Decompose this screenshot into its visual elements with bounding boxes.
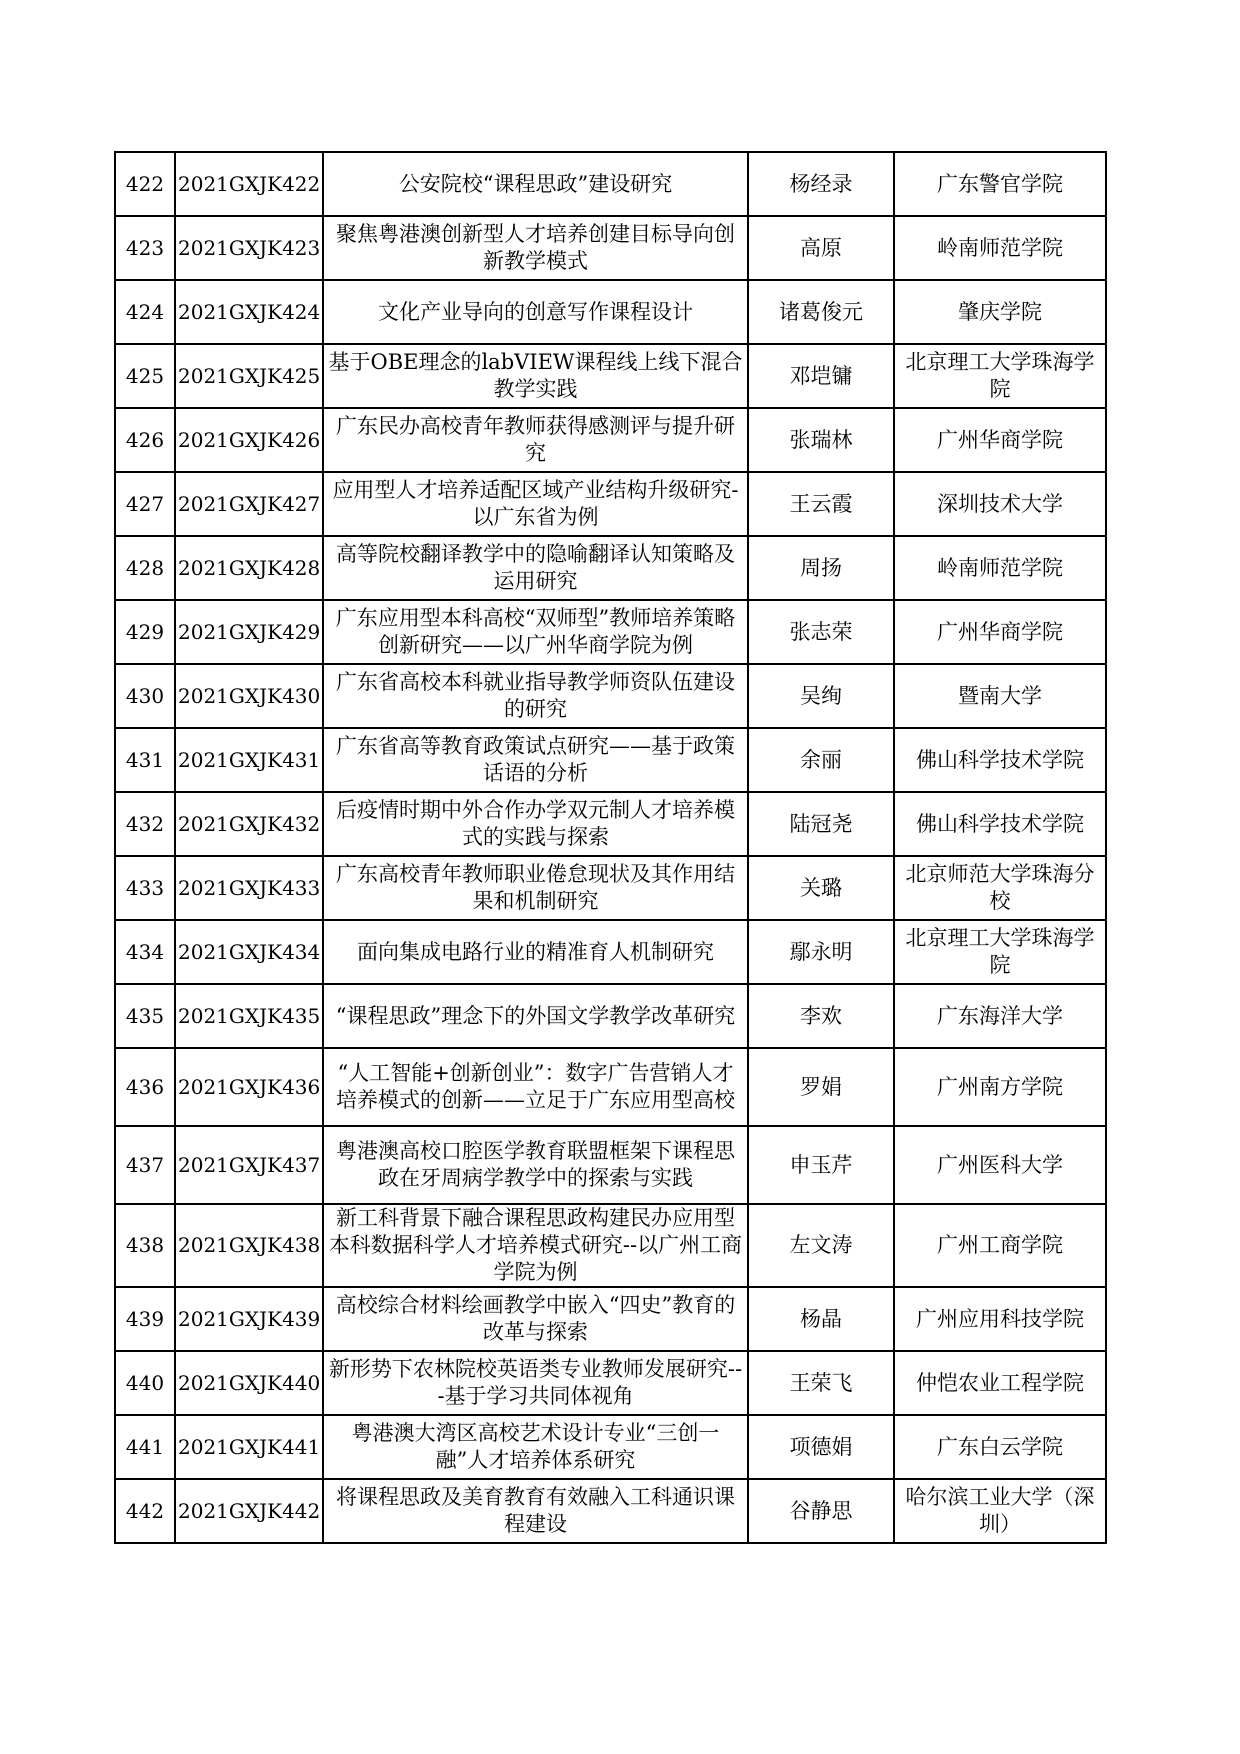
cell-leader-name: 张志荣 — [748, 600, 894, 664]
cell-project-title: 粤港澳高校口腔医学教育联盟框架下课程思政在牙周病学教学中的探索与实践 — [323, 1126, 748, 1204]
cell-project-title: 公安院校“课程思政”建设研究 — [323, 152, 748, 216]
cell-leader-name: 申玉芹 — [748, 1126, 894, 1204]
cell-project-id: 2021GXJK430 — [175, 664, 323, 728]
table-row — [115, 856, 1106, 920]
cell-project-title: 广东省高等教育政策试点研究——基于政策话语的分析 — [323, 728, 748, 792]
table-row — [115, 1204, 1106, 1287]
table-row — [115, 408, 1106, 472]
cell-leader-name: 吴绚 — [748, 664, 894, 728]
table-row — [115, 216, 1106, 280]
table-row — [115, 984, 1106, 1048]
cell-project-title: 将课程思政及美育教育有效融入工科通识课程建设 — [323, 1479, 748, 1543]
cell-project-id: 2021GXJK431 — [175, 728, 323, 792]
cell-serial-number: 429 — [115, 600, 175, 664]
cell-leader-name: 谷静思 — [748, 1479, 894, 1543]
cell-serial-number: 422 — [115, 152, 175, 216]
cell-serial-number: 437 — [115, 1126, 175, 1204]
cell-leader-name: 杨晶 — [748, 1287, 894, 1351]
table-body — [115, 152, 1106, 1543]
table-row — [115, 792, 1106, 856]
cell-project-title: 广东应用型本科高校“双师型”教师培养策略创新研究——以广州华商学院为例 — [323, 600, 748, 664]
cell-project-title: 广东高校青年教师职业倦怠现状及其作用结果和机制研究 — [323, 856, 748, 920]
cell-project-id: 2021GXJK424 — [175, 280, 323, 344]
cell-institution: 广州华商学院 — [894, 600, 1106, 664]
cell-project-title: 粤港澳大湾区高校艺术设计专业“三创一融”人才培养体系研究 — [323, 1415, 748, 1479]
cell-institution: 深圳技术大学 — [894, 472, 1106, 536]
table-row — [115, 472, 1106, 536]
table-row — [115, 1479, 1106, 1543]
cell-serial-number: 432 — [115, 792, 175, 856]
table-row — [115, 920, 1106, 984]
cell-serial-number: 428 — [115, 536, 175, 600]
cell-project-id: 2021GXJK422 — [175, 152, 323, 216]
cell-project-title: 高校综合材料绘画教学中嵌入“四史”教育的改革与探索 — [323, 1287, 748, 1351]
table-row — [115, 1415, 1106, 1479]
cell-leader-name: 杨经录 — [748, 152, 894, 216]
cell-leader-name: 周扬 — [748, 536, 894, 600]
project-list-table — [114, 151, 1107, 1544]
cell-serial-number: 425 — [115, 344, 175, 408]
cell-project-title: 高等院校翻译教学中的隐喻翻译认知策略及运用研究 — [323, 536, 748, 600]
cell-project-id: 2021GXJK429 — [175, 600, 323, 664]
cell-institution: 岭南师范学院 — [894, 536, 1106, 600]
cell-project-title: 新工科背景下融合课程思政构建民办应用型本科数据科学人才培养模式研究--以广州工商学院为例 — [323, 1204, 748, 1287]
cell-leader-name: 项德娟 — [748, 1415, 894, 1479]
cell-serial-number: 424 — [115, 280, 175, 344]
cell-project-id: 2021GXJK437 — [175, 1126, 323, 1204]
cell-serial-number: 423 — [115, 216, 175, 280]
cell-leader-name: 李欢 — [748, 984, 894, 1048]
cell-project-title: 广东民办高校青年教师获得感测评与提升研究 — [323, 408, 748, 472]
cell-project-id: 2021GXJK438 — [175, 1204, 323, 1287]
cell-project-id: 2021GXJK442 — [175, 1479, 323, 1543]
cell-institution: 广州华商学院 — [894, 408, 1106, 472]
cell-serial-number: 434 — [115, 920, 175, 984]
table-row — [115, 600, 1106, 664]
cell-leader-name: 高原 — [748, 216, 894, 280]
cell-institution: 广州工商学院 — [894, 1204, 1106, 1287]
cell-leader-name: 左文涛 — [748, 1204, 894, 1287]
cell-leader-name: 余丽 — [748, 728, 894, 792]
cell-leader-name: 罗娟 — [748, 1048, 894, 1126]
cell-project-title: 新形势下农林院校英语类专业教师发展研究---基于学习共同体视角 — [323, 1351, 748, 1415]
cell-serial-number: 430 — [115, 664, 175, 728]
cell-project-id: 2021GXJK433 — [175, 856, 323, 920]
cell-institution: 广东海洋大学 — [894, 984, 1106, 1048]
cell-project-title: 应用型人才培养适配区域产业结构升级研究-以广东省为例 — [323, 472, 748, 536]
cell-institution: 广州应用科技学院 — [894, 1287, 1106, 1351]
cell-serial-number: 438 — [115, 1204, 175, 1287]
cell-project-id: 2021GXJK440 — [175, 1351, 323, 1415]
table-row — [115, 1287, 1106, 1351]
cell-institution: 佛山科学技术学院 — [894, 792, 1106, 856]
cell-institution: 广东白云学院 — [894, 1415, 1106, 1479]
cell-serial-number: 431 — [115, 728, 175, 792]
cell-project-title: “课程思政”理念下的外国文学教学改革研究 — [323, 984, 748, 1048]
cell-institution: 岭南师范学院 — [894, 216, 1106, 280]
cell-serial-number: 426 — [115, 408, 175, 472]
cell-project-title: 广东省高校本科就业指导教学师资队伍建设的研究 — [323, 664, 748, 728]
cell-project-title: “人工智能+创新创业”：数字广告营销人才培养模式的创新——立足于广东应用型高校 — [323, 1048, 748, 1126]
cell-project-id: 2021GXJK435 — [175, 984, 323, 1048]
cell-institution: 仲恺农业工程学院 — [894, 1351, 1106, 1415]
cell-project-id: 2021GXJK436 — [175, 1048, 323, 1126]
cell-serial-number: 442 — [115, 1479, 175, 1543]
cell-serial-number: 439 — [115, 1287, 175, 1351]
table-row — [115, 1048, 1106, 1126]
cell-leader-name: 王云霞 — [748, 472, 894, 536]
cell-project-id: 2021GXJK423 — [175, 216, 323, 280]
cell-institution: 广州南方学院 — [894, 1048, 1106, 1126]
cell-project-id: 2021GXJK428 — [175, 536, 323, 600]
cell-serial-number: 435 — [115, 984, 175, 1048]
table-row — [115, 280, 1106, 344]
table-row — [115, 1351, 1106, 1415]
cell-project-id: 2021GXJK426 — [175, 408, 323, 472]
cell-institution: 北京理工大学珠海学院 — [894, 920, 1106, 984]
cell-serial-number: 436 — [115, 1048, 175, 1126]
cell-project-title: 基于OBE理念的labVIEW课程线上线下混合教学实践 — [323, 344, 748, 408]
table-row — [115, 728, 1106, 792]
table-row — [115, 536, 1106, 600]
cell-project-id: 2021GXJK439 — [175, 1287, 323, 1351]
cell-leader-name: 陆冠尧 — [748, 792, 894, 856]
table-row — [115, 1126, 1106, 1204]
cell-leader-name: 诸葛俊元 — [748, 280, 894, 344]
cell-institution: 暨南大学 — [894, 664, 1106, 728]
cell-project-id: 2021GXJK425 — [175, 344, 323, 408]
cell-leader-name: 张瑞林 — [748, 408, 894, 472]
cell-project-id: 2021GXJK427 — [175, 472, 323, 536]
cell-institution: 肇庆学院 — [894, 280, 1106, 344]
cell-project-id: 2021GXJK434 — [175, 920, 323, 984]
cell-project-title: 面向集成电路行业的精准育人机制研究 — [323, 920, 748, 984]
cell-project-title: 后疫情时期中外合作办学双元制人才培养模式的实践与探索 — [323, 792, 748, 856]
cell-institution: 北京理工大学珠海学院 — [894, 344, 1106, 408]
cell-serial-number: 427 — [115, 472, 175, 536]
cell-leader-name: 鄢永明 — [748, 920, 894, 984]
cell-institution: 佛山科学技术学院 — [894, 728, 1106, 792]
cell-project-title: 聚焦粤港澳创新型人才培养创建目标导向创新教学模式 — [323, 216, 748, 280]
cell-leader-name: 邓垲镛 — [748, 344, 894, 408]
cell-project-id: 2021GXJK441 — [175, 1415, 323, 1479]
cell-institution: 广东警官学院 — [894, 152, 1106, 216]
cell-leader-name: 关璐 — [748, 856, 894, 920]
cell-leader-name: 王荣飞 — [748, 1351, 894, 1415]
cell-institution: 广州医科大学 — [894, 1126, 1106, 1204]
table-row — [115, 344, 1106, 408]
cell-serial-number: 440 — [115, 1351, 175, 1415]
cell-serial-number: 441 — [115, 1415, 175, 1479]
cell-institution: 哈尔滨工业大学（深圳） — [894, 1479, 1106, 1543]
cell-project-id: 2021GXJK432 — [175, 792, 323, 856]
cell-project-title: 文化产业导向的创意写作课程设计 — [323, 280, 748, 344]
cell-serial-number: 433 — [115, 856, 175, 920]
cell-institution: 北京师范大学珠海分校 — [894, 856, 1106, 920]
table-row — [115, 664, 1106, 728]
table-row — [115, 152, 1106, 216]
